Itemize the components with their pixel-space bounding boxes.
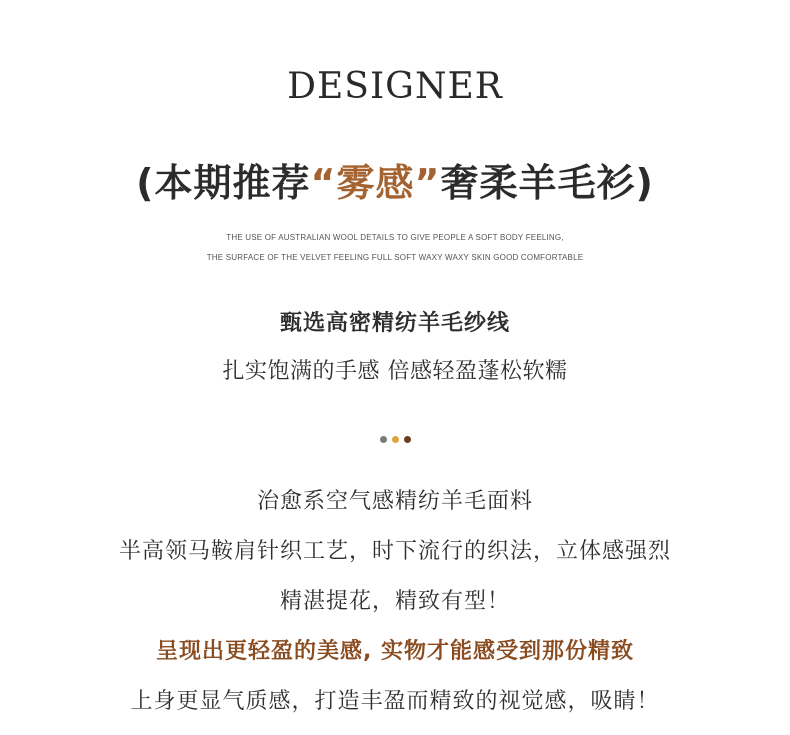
headline [0, 152, 790, 207]
brand-title: DESIGNER [287, 66, 503, 107]
divider-dot-gray [380, 436, 387, 443]
body-line-craft: 半高领马鞍肩针织工艺，时下流行的织法，立体感强烈 [118, 539, 671, 564]
body-line-jacquard: 精湛提花，精致有型！ [279, 589, 510, 614]
body-line-wearing: 上身更显气质感，打造丰盈而精致的视觉感，吸睛！ [130, 689, 660, 714]
feature-subtitle: 扎实饱满的手感 倍感轻盈蓬松软糯 [222, 359, 568, 384]
feature-title: 甄选高密精纺羊毛纱线 [279, 311, 510, 336]
headline-accent: “雾感” [310, 161, 441, 205]
divider-dot-brown [404, 436, 411, 443]
headline-prefix: (本期推荐 [136, 161, 311, 205]
divider-dots [0, 436, 790, 443]
english-subtitle-line-1: THE USE OF AUSTRALIAN WOOL DETAILS TO GIVE PEOPLE A SOFT BODY FEELING, [226, 233, 564, 242]
body-line-fabric: 治愈系空气感精纺羊毛面料 [256, 489, 533, 514]
body-line-highlight: 呈现出更轻盈的美感, 实物才能感受到那份精致 [155, 639, 635, 664]
headline-suffix: 奢柔羊毛衫) [440, 161, 654, 205]
english-subtitle-line-2: THE SURFACE OF THE VELVET FEELING FULL SOFT WAXY WAXY SKIN GOOD COMFORTABLE [206, 253, 584, 262]
divider-dot-gold [392, 436, 399, 443]
